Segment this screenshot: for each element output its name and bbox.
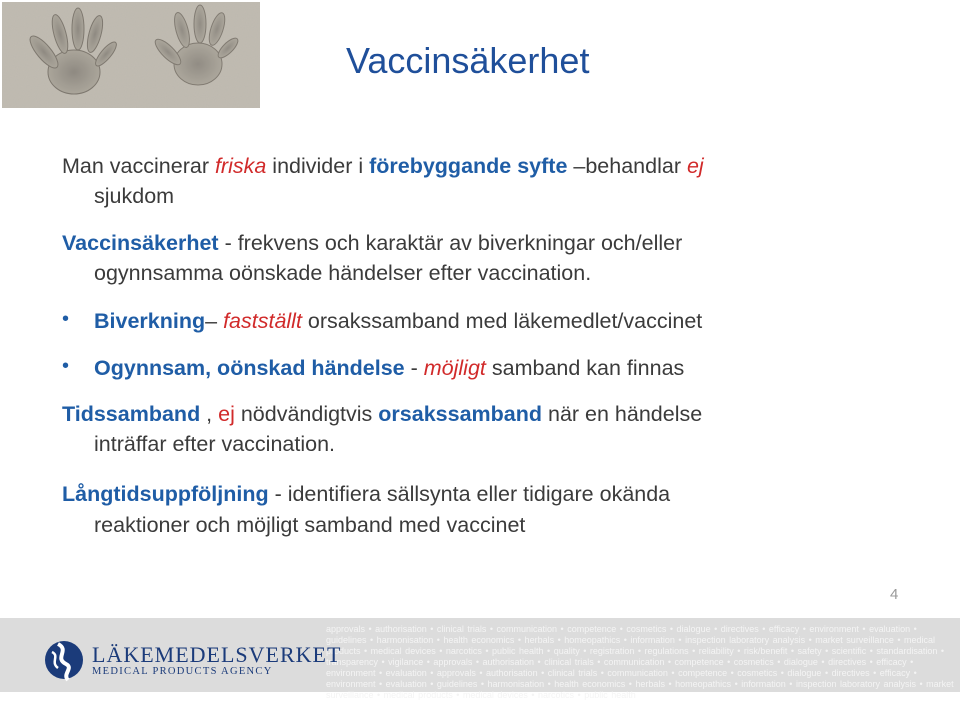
page-number: 4: [890, 586, 899, 603]
biverkning-term: Biverkning: [94, 309, 206, 333]
intro-text-2: individer i: [266, 154, 370, 178]
ogynnsam-text: samband kan finnas: [485, 356, 685, 380]
tidssamband-comma: ,: [200, 402, 219, 426]
tidssamband-ej: ej: [218, 402, 235, 426]
tidssamband-term: Tidssamband: [62, 402, 201, 426]
bullet-dot: •: [62, 308, 70, 330]
tidssamband-orsakssamband: orsakssamband: [378, 402, 543, 426]
biverkning-faststallt: fastställt: [223, 309, 302, 333]
intro-forebyggande: förebyggande syfte: [369, 154, 568, 178]
biverkning-dash: –: [205, 309, 224, 333]
intro-text-3: –behandlar: [567, 154, 687, 178]
footer-band: [0, 618, 960, 700]
slide-title: Vaccinsäkerhet: [346, 40, 590, 81]
ogynnsam-term: Ogynnsam, oönskad händelse: [94, 356, 405, 380]
footer-keywords: approvals • authorisation • clinical trials • communication • competence • cosmetics • dialogue • directives • efficacy • environment • evaluation • guidelines • harmonisation • health economics • herbals • homeopathics • information • inspection laboratory analysis • market surveillance • medical products • medical devices • narcotics • public health • quality • registration • regulations • reliability • risk/benefit • safety • scientific • standardisation • transparency • vigilance • approvals • authorisation • clinical trials • communication • competence • cosmetics • dialogue • directives • efficacy • environment • evaluation • approvals • authorisation • clinical trials • communication • competence • cosmetics • dialogue • directives • efficacy • environment • evaluation • guidelines • harmonisation • health economics • herbals • homeopathics • information • inspection laboratory analysis • market surveillance • medical products • medical devices • narcotics • public health: [326, 624, 954, 700]
handprints-photo: [2, 2, 260, 108]
langtidsuppfoljning-text: - identifiera sällsynta eller tidigare okända: [268, 482, 671, 506]
intro-friska: friska: [214, 154, 267, 178]
vaccinsakerhet-text: - frekvens och karaktär av biverkningar och/eller: [218, 231, 683, 255]
intro-line-2: sjukdom: [94, 184, 175, 208]
langtidsuppfoljning-term: Långtidsuppföljning: [62, 482, 269, 506]
langtidsuppfoljning-line: [62, 480, 670, 508]
tidssamband-text-1: nödvändigtvis: [234, 402, 379, 426]
agency-subtitle: MEDICAL PRODUCTS AGENCY: [92, 666, 273, 677]
tidssamband-line: [62, 400, 702, 428]
bullet-biverkning: [94, 307, 702, 335]
tidssamband-line-2: inträffar efter vaccination.: [94, 432, 336, 456]
biverkning-text: orsakssamband med läkemedlet/vaccinet: [301, 309, 703, 333]
bullet-ogynnsam: [94, 354, 684, 382]
intro-text-1: Man vaccinerar: [62, 154, 215, 178]
vaccinsakerhet-definition-2: ogynnsamma oönskade händelser efter vaccination.: [94, 261, 592, 285]
vaccinsakerhet-term: Vaccinsäkerhet: [62, 231, 219, 255]
intro-line: [62, 152, 704, 180]
agency-logo-icon: [44, 638, 84, 687]
agency-name: LÄKEMEDELSVERKET: [92, 642, 342, 667]
langtidsuppfoljning-line-2: reaktioner och möjligt samband med vaccinet: [94, 513, 526, 537]
intro-ej: ej: [686, 154, 704, 178]
tidssamband-text-2: när en händelse: [542, 402, 703, 426]
vaccinsakerhet-definition: [62, 229, 682, 257]
ogynnsam-dash: -: [404, 356, 424, 380]
bullet-dot: •: [62, 355, 70, 377]
ogynnsam-mojligt: möjligt: [423, 356, 486, 380]
